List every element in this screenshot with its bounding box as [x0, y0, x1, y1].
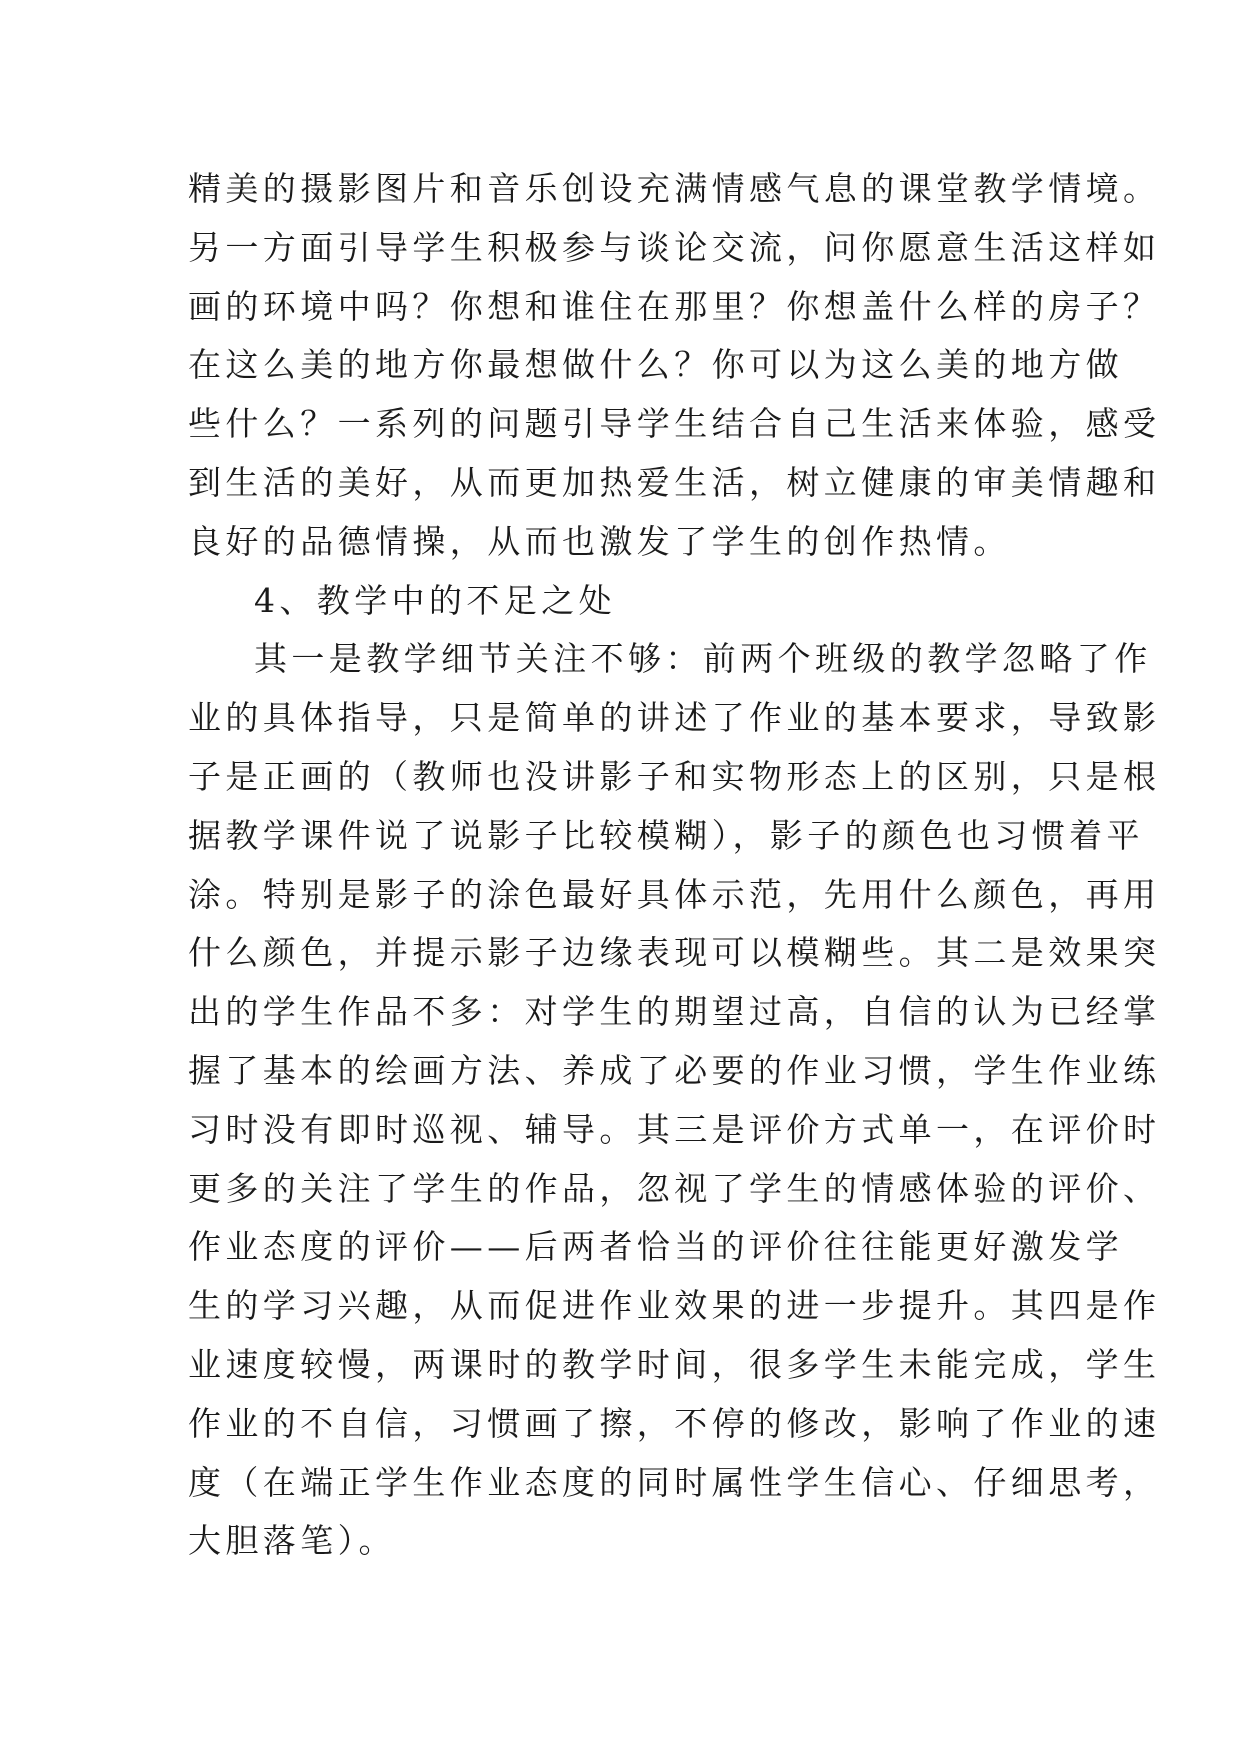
text-line: 据教学课件说了说影子比较模糊），影子的颜色也习惯着平	[188, 815, 1144, 855]
text-line: 作业态度的评价——后两者恰当的评价往往能更好激发学	[188, 1227, 1123, 1267]
text-line: 作业的不自信，习惯画了擦，不停的修改，影响了作业的速	[188, 1403, 1161, 1443]
text-line: 握了基本的绘画方法、养成了必要的作业习惯，学生作业练	[188, 1050, 1161, 1090]
text-line: 业的具体指导，只是简单的讲述了作业的基本要求，导致影	[188, 698, 1161, 738]
text-line: 涂。特别是影子的涂色最好具体示范，先用什么颜色，再用	[188, 874, 1161, 914]
text-line: 其一是教学细节关注不够：前两个班级的教学忽略了作	[254, 639, 1152, 679]
text-line: 到生活的美好，从而更加热爱生活，树立健康的审美情趣和	[188, 462, 1161, 502]
text-line: 生的学习兴趣，从而促进作业效果的进一步提升。其四是作	[188, 1286, 1161, 1326]
text-line: 画的环境中吗？你想和谁住在那里？你想盖什么样的房子？	[188, 286, 1161, 326]
text-line: 业速度较慢，两课时的教学时间，很多学生未能完成，学生	[188, 1344, 1161, 1384]
text-line: 出的学生作品不多：对学生的期望过高，自信的认为已经掌	[188, 992, 1161, 1032]
text-line: 另一方面引导学生积极参与谈论交流，问你愿意生活这样如	[188, 227, 1161, 267]
text-line: 良好的品德情操，从而也激发了学生的创作热情。	[188, 521, 1011, 561]
text-line: 子是正画的（教师也没讲影子和实物形态上的区别，只是根	[188, 756, 1161, 796]
text-line: 习时没有即时巡视、辅导。其三是评价方式单一，在评价时	[188, 1109, 1161, 1149]
section-heading: 4、教学中的不足之处	[254, 580, 616, 620]
text-line: 更多的关注了学生的作品，忽视了学生的情感体验的评价、	[188, 1168, 1161, 1208]
text-line: 度（在端正学生作业态度的同时属性学生信心、仔细思考，	[188, 1462, 1161, 1502]
text-line: 精美的摄影图片和音乐创设充满情感气息的课堂教学情境。	[188, 169, 1161, 208]
text-line: 在这么美的地方你最想做什么？你可以为这么美的地方做	[188, 345, 1123, 385]
text-line: 大胆落笔）。	[188, 1521, 396, 1561]
text-line: 什么颜色，并提示影子边缘表现可以模糊些。其二是效果突	[188, 933, 1161, 973]
document-body	[188, 160, 1161, 1571]
text-line: 些什么？一系列的问题引导学生结合自己生活来体验，感受	[188, 404, 1161, 444]
